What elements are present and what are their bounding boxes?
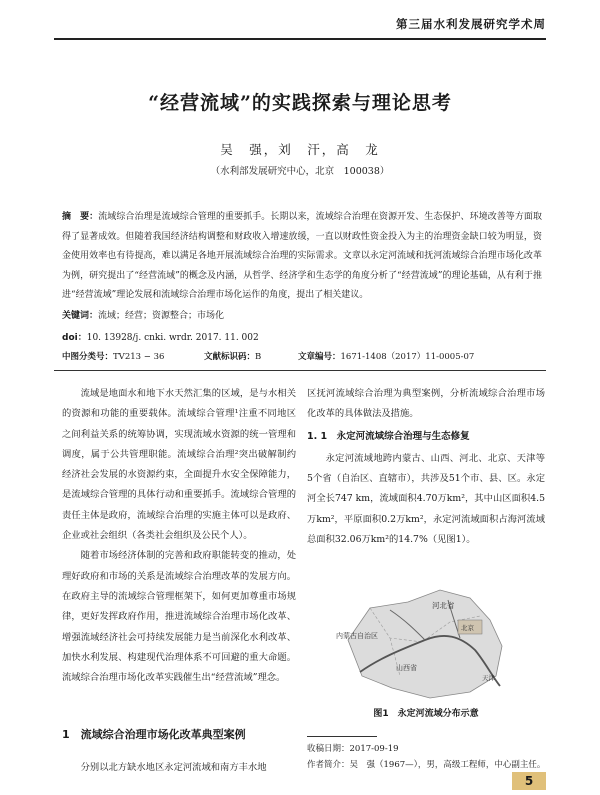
body-paragraph: 流域是地面水和地下水天然汇集的区域，是与水相关的资源和功能的重要载体。流域综合管理¹注重不同地区之间利益关系的统筹协调，实现流域水资源的统一管理和调度，属于公共管理职能。流域综合治理²突出破解制约经济社会发展的水资源约束，全面提升水安全保障能力，是流域综合管理的具体行动和重要抓手。流域综合管理的责任主体是政府，流域综合治理的实施主体可以是政府、企业或社会组织（各类社会组织及公民个人）。: [62, 388, 296, 542]
clc-label: 中图分类号：: [62, 352, 114, 362]
clc-value: TV213 − 36: [113, 352, 165, 362]
journal-header: 第三届水利发展研究学术周: [396, 17, 546, 31]
keywords-label: 关键词：: [62, 311, 99, 321]
body-left-column: [62, 384, 296, 688]
basin-map: [330, 580, 520, 704]
subsection-heading: 1. 1 永定河流域综合治理与生态修复: [307, 430, 470, 442]
doc-code-value: B: [255, 352, 262, 362]
label-shanxi: 山西省: [396, 664, 417, 672]
keywords-text: 流域；经营；资源整合；市场化: [98, 311, 225, 321]
label-beijing: 北京: [461, 624, 474, 632]
body-paragraph: 分别以北方缺水地区永定河流域和南方丰水地: [80, 762, 267, 773]
section-body: [62, 758, 296, 778]
basin-area: [348, 590, 502, 698]
body-paragraph: 随着市场经济体制的完善和政府职能转变的推动，处理好政府和市场的关系是流域综合治理改革的发展方向。在政府主导的流域综合管理框架下，如何更加尊重市场规律，更好发挥政府作用，推进流域综合治理市场化改革、增强流域经济社会可持续发展能力是当前深化水利改革、加快水利发展、构建现代治理体系不可回避的重大命题。流域综合治理市场化改革实践催生出“经营流域”理念。: [62, 550, 296, 684]
abstract-label: 摘 要：: [62, 212, 99, 222]
article-no-label: 文章编号：: [298, 352, 341, 362]
paper-title: “经营流域”的实践探索与理论思考: [148, 92, 452, 114]
article-no-value: 1671-1408（2017）11-0005-07: [340, 352, 475, 362]
meta-rule: [54, 370, 546, 371]
label-tianjin: 天津: [482, 674, 495, 682]
doi-text: 10. 13928/j. cnki. wrdr. 2017. 11. 002: [86, 333, 259, 343]
header-rule: [54, 38, 546, 40]
body-right-column: [307, 384, 545, 550]
page-number: 5: [512, 772, 546, 790]
label-hebei: 河北省: [432, 601, 455, 610]
doc-code-label: 文献标识码：: [204, 352, 256, 362]
keywords: [62, 308, 542, 321]
section-heading: 1 流域综合治理市场化改革典型案例: [62, 728, 246, 741]
classification-row: [62, 350, 474, 362]
footnote-received: 收稿日期：2017-09-19: [307, 744, 399, 754]
authors: 吴 强，刘 汗，高 龙: [220, 142, 380, 157]
footnote-author: 作者简介：吴 强（1967—），男，高级工程师，中心副主任。: [307, 760, 546, 770]
affiliation: （水利部发展研究中心，北京 100038）: [210, 166, 390, 177]
doi-label: doi：: [62, 333, 87, 343]
figure-caption: 图1 永定河流域分布示意: [373, 709, 479, 719]
label-inner-mongolia: 内蒙古自治区: [336, 632, 378, 640]
body-paragraph: 永定河流域地跨内蒙古、山西、河北、北京、天津等5个省（自治区、直辖市），共涉及51个市、县、区。永定河全长747 km，流域面积4.70万km²，其中山区面积4.5万km²，平原面积0.2万km²，永定河流域面积占海河流域总面积32.06万km²的14.7%（见图1）。: [307, 452, 545, 546]
footnote-rule: [307, 736, 377, 737]
abstract: [62, 208, 542, 306]
doi: [62, 330, 542, 343]
abstract-text: 流域综合治理是流域综合管理的重要抓手。长期以来，流域综合治理在资源开发、生态保护、环境改善等方面取得了显著成效。但随着我国经济结构调整和财政收入增速放缓，一直以财政性资金投入为主的治理资金缺口较为明显，资金使用效率也有待提高，难以满足各地开展流域综合治理的实际需求。文章以永定河流域和抚河流域综合治理市场化改革为例，研究提出了“经营流域”的概念及内涵，从哲学、经济学和生态学的角度分析了“经营流域”的理论基础，从有利于推进“经营流域”理论发展和流域综合治理市场化运作的角度，提出了相关建议。: [62, 212, 542, 300]
body-paragraph: 区抚河流域综合治理为典型案例，分析流域综合治理市场化改革的具体做法及措施。: [307, 388, 545, 420]
